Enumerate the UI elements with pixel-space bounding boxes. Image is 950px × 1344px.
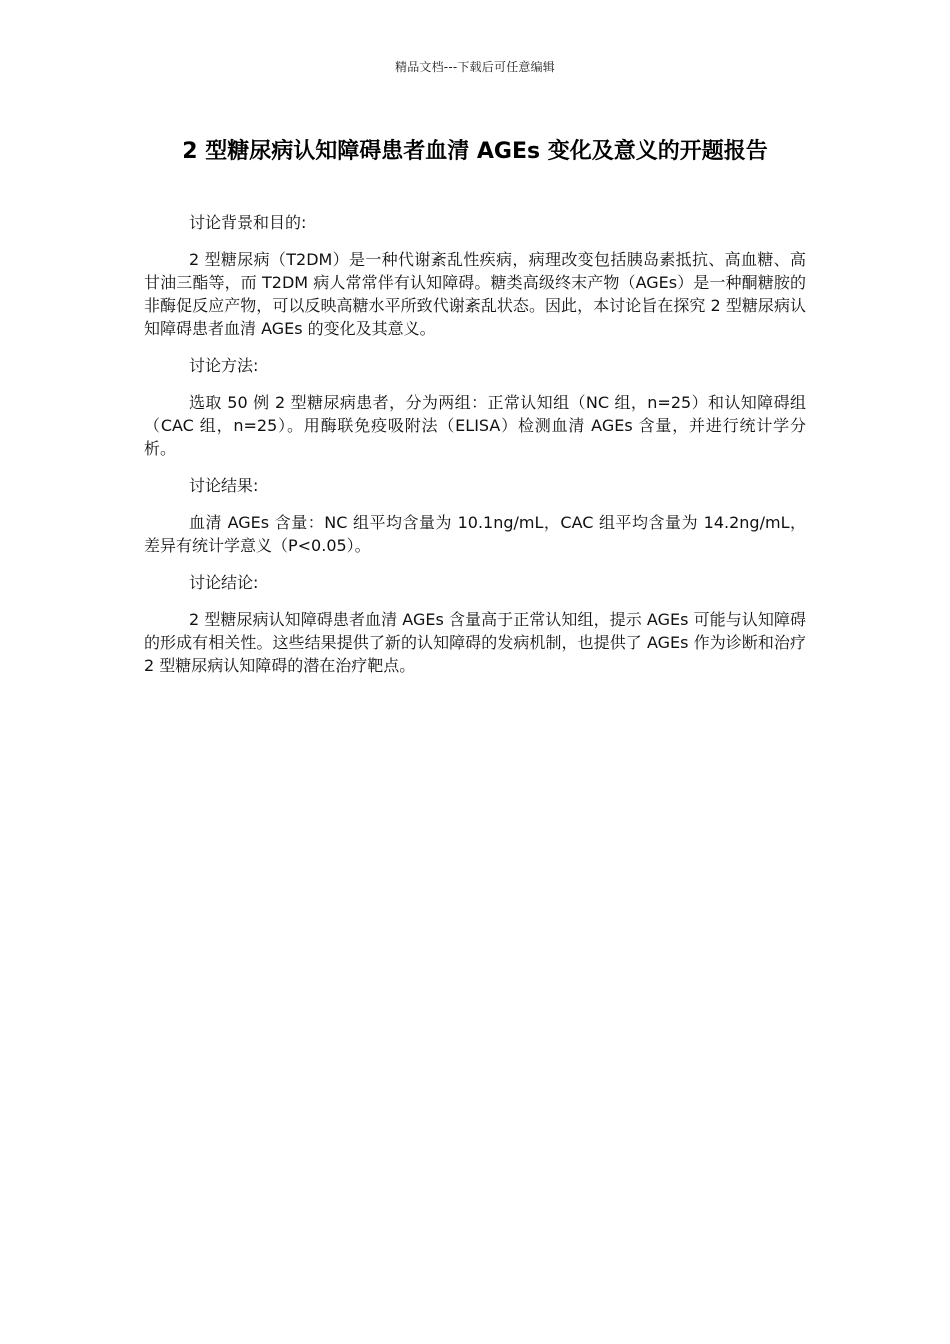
methods-paragraph: 选取 50 例 2 型糖尿病患者，分为两组：正常认知组（NC 组，n=25）和认知障碍组（CAC 组，n=25）。用酶联免疫吸附法（ELISA）检测血清 AGEs 含量，并进行统计学分析。 [144, 393, 806, 458]
document-body [144, 211, 806, 691]
header-note: 精品文档---下载后可任意编辑 [395, 60, 555, 74]
document-title: 2 型糖尿病认知障碍患者血清 AGEs 变化及意义的开题报告 [182, 139, 768, 164]
results-paragraph: 血清 AGEs 含量：NC 组平均含量为 10.1ng/mL，CAC 组平均含量为 14.2ng/mL，差异有统计学意义（P<0.05）。 [144, 513, 806, 555]
methods-heading: 讨论方法: [189, 356, 259, 375]
results-heading: 讨论结果: [189, 476, 259, 495]
conclusion-heading: 讨论结论: [189, 573, 259, 592]
conclusion-paragraph: 2 型糖尿病认知障碍患者血清 AGEs 含量高于正常认知组，提示 AGEs 可能与认知障碍的形成有相关性。这些结果提供了新的认知障碍的发病机制，也提供了 AGEs 作为诊断和治疗 2 型糖尿病认知障碍的潜在治疗靶点。 [144, 610, 806, 675]
background-paragraph: 2 型糖尿病（T2DM）是一种代谢紊乱性疾病，病理改变包括胰岛素抵抗、高血糖、高甘油三酯等，而 T2DM 病人常常伴有认知障碍。糖类高级终末产物（AGEs）是一种酮糖胺的非酶促反应产物，可以反映高糖水平所致代谢紊乱状态。因此，本讨论旨在探究 2 型糖尿病认知障碍患者血清 AGEs 的变化及其意义。 [144, 250, 806, 338]
background-heading: 讨论背景和目的: [189, 213, 307, 232]
